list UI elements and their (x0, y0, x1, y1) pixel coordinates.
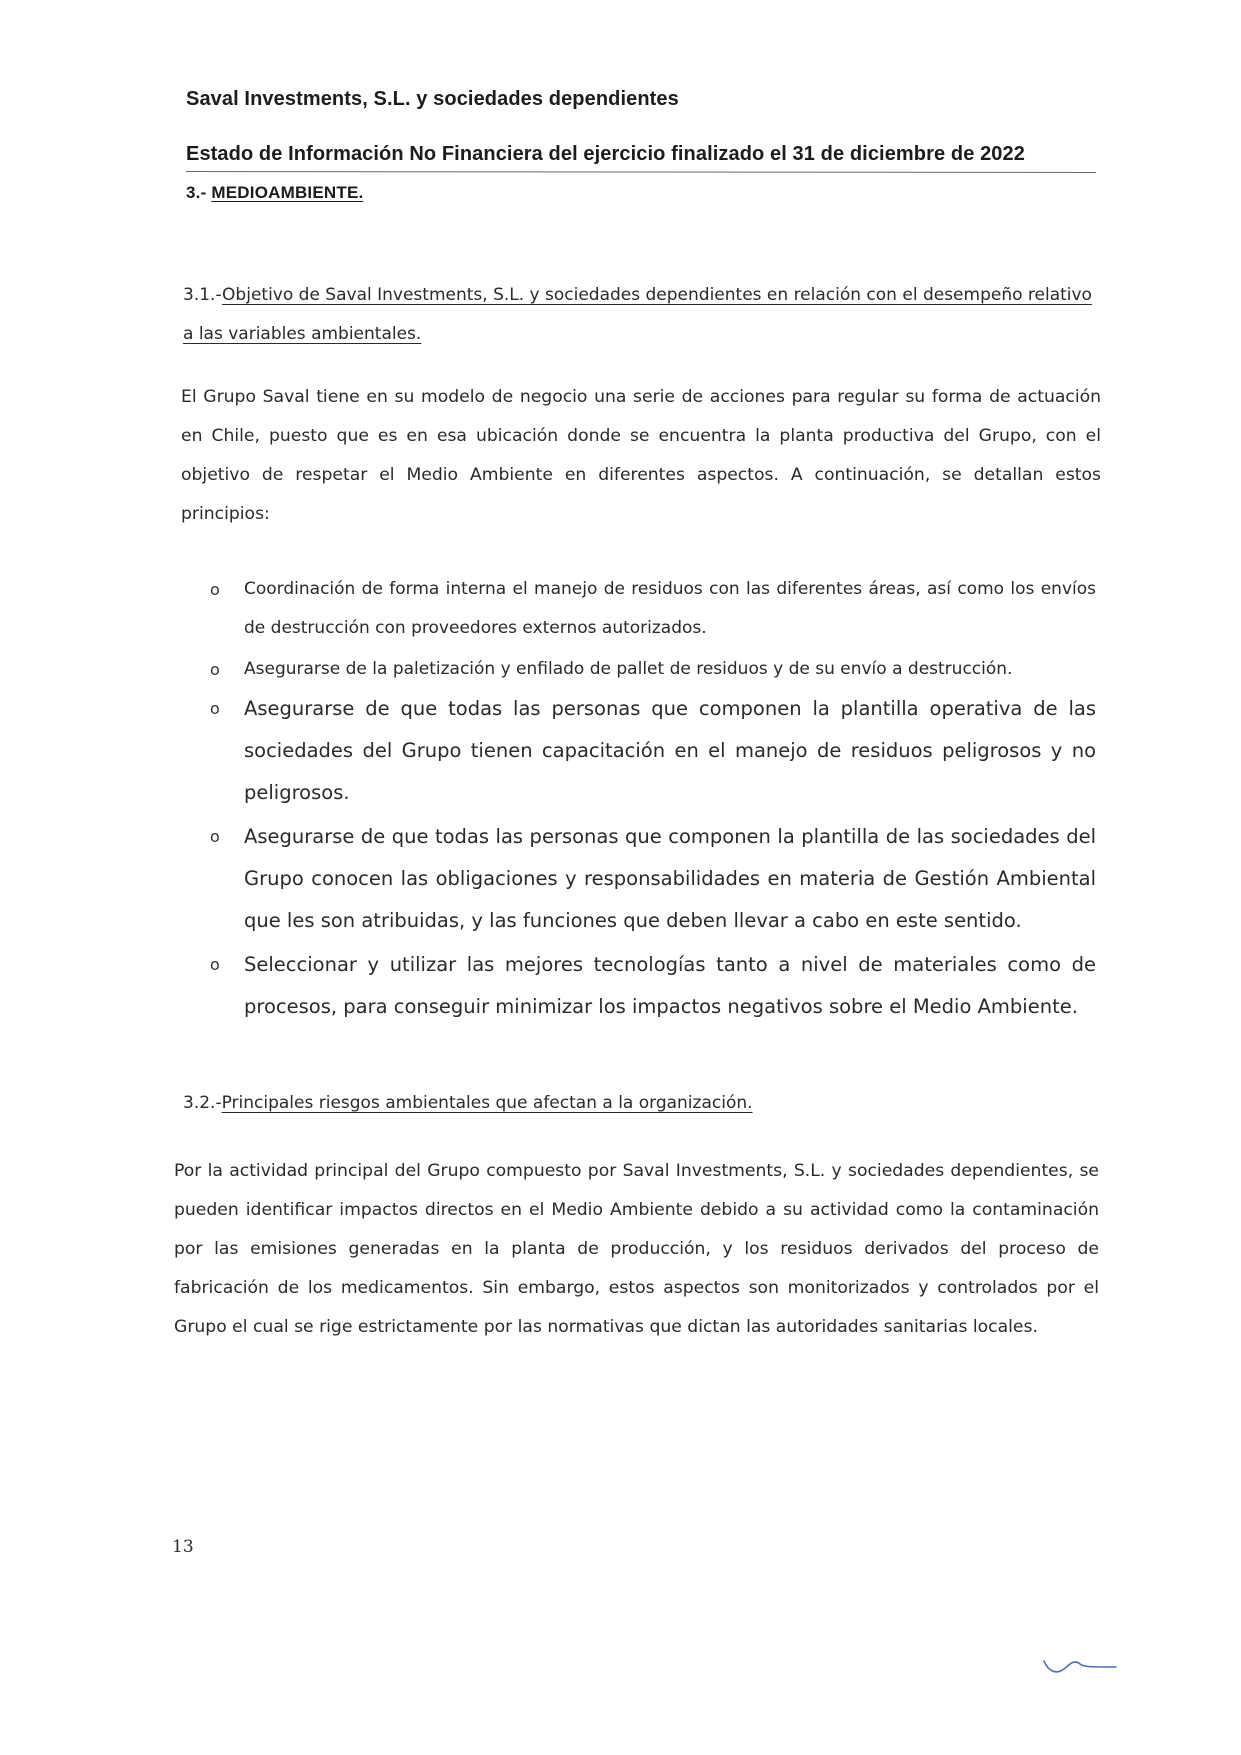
report-title: Estado de Información No Financiera del ejercicio finalizado el 31 de diciembre de 2022 (186, 143, 1025, 165)
list-item-text: Asegurarse de que todas las personas que componen la plantilla operativa de las sociedades del Grupo tienen capacitación en el manejo de residuos peligrosos y no peligrosos. (244, 697, 1096, 804)
list-item (210, 650, 1096, 689)
list-item (210, 944, 1096, 1028)
section-title: MEDIOAMBIENTE. (211, 183, 364, 202)
list-item (210, 816, 1096, 942)
subsection-2-paragraph: Por la actividad principal del Grupo compuesto por Saval Investments, S.L. y sociedades dependientes, se pueden identificar impactos directos en el Medio Ambiente debido a su actividad como la contaminación por las emisiones generadas en la planta de producción, y los residuos derivados del proceso de fabricación de los medicamentos. Sin embargo, estos aspectos son monitorizados y controlados por el Grupo el cual se rige estrictamente por las normativas que dictan las autoridades sanitarias locales. (174, 1161, 1099, 1337)
list-item-text: Asegurarse de la paletización y enfilado de pallet de residuos y de su envío a destrucción. (244, 659, 1013, 679)
subsection-1-heading (183, 276, 1103, 354)
subsection-2-title: Principales riesgos ambientales que afectan a la organización. (221, 1093, 753, 1113)
hollow-circle-bullet-icon: o (210, 827, 220, 846)
page-number: 13 (172, 1537, 194, 1557)
list-item-text: Seleccionar y utilizar las mejores tecnologías tanto a nivel de materiales como de procesos, para conseguir minimizar los impactos negativos sobre el Medio Ambiente. (244, 953, 1096, 1018)
subsection-1-number: 3.1.- (183, 285, 223, 305)
hollow-circle-bullet-icon: o (210, 580, 220, 599)
list-item-text: Coordinación de forma interna el manejo de residuos con las diferentes áreas, así como los envíos de destrucción con proveedores externos autorizados. (244, 579, 1096, 638)
list-item (210, 688, 1096, 814)
hollow-circle-bullet-icon: o (210, 660, 220, 679)
section-heading (186, 183, 363, 203)
subsection-1-title: Objetivo de Saval Investments, S.L. y sociedades dependientes en relación con el desempeño relativo a las variables ambientales. (183, 285, 1092, 344)
header-divider (186, 171, 1096, 173)
section-number: 3.- (186, 183, 207, 202)
list-item-text: Asegurarse de que todas las personas que componen la plantilla de las sociedades del Grupo conocen las obligaciones y responsabilidades en materia de Gestión Ambiental que les son atribuidas, y las funciones que deben llevar a cabo en este sentido. (244, 825, 1096, 932)
list-item (210, 570, 1096, 648)
hollow-circle-bullet-icon: o (210, 955, 220, 974)
handwritten-initials-icon (1040, 1655, 1120, 1679)
subsection-1-paragraph: El Grupo Saval tiene en su modelo de negocio una serie de acciones para regular su forma de actuación en Chile, puesto que es en esa ubicación donde se encuentra la planta productiva del Grupo, con el objetivo de respetar el Medio Ambiente en diferentes aspectos. A continuación, se detallan estos principios: (181, 387, 1101, 524)
company-name: Saval Investments, S.L. y sociedades dependientes (186, 88, 679, 110)
subsection-2-heading (183, 1084, 1103, 1123)
hollow-circle-bullet-icon: o (210, 699, 220, 718)
subsection-2-number: 3.2.- (183, 1093, 222, 1113)
